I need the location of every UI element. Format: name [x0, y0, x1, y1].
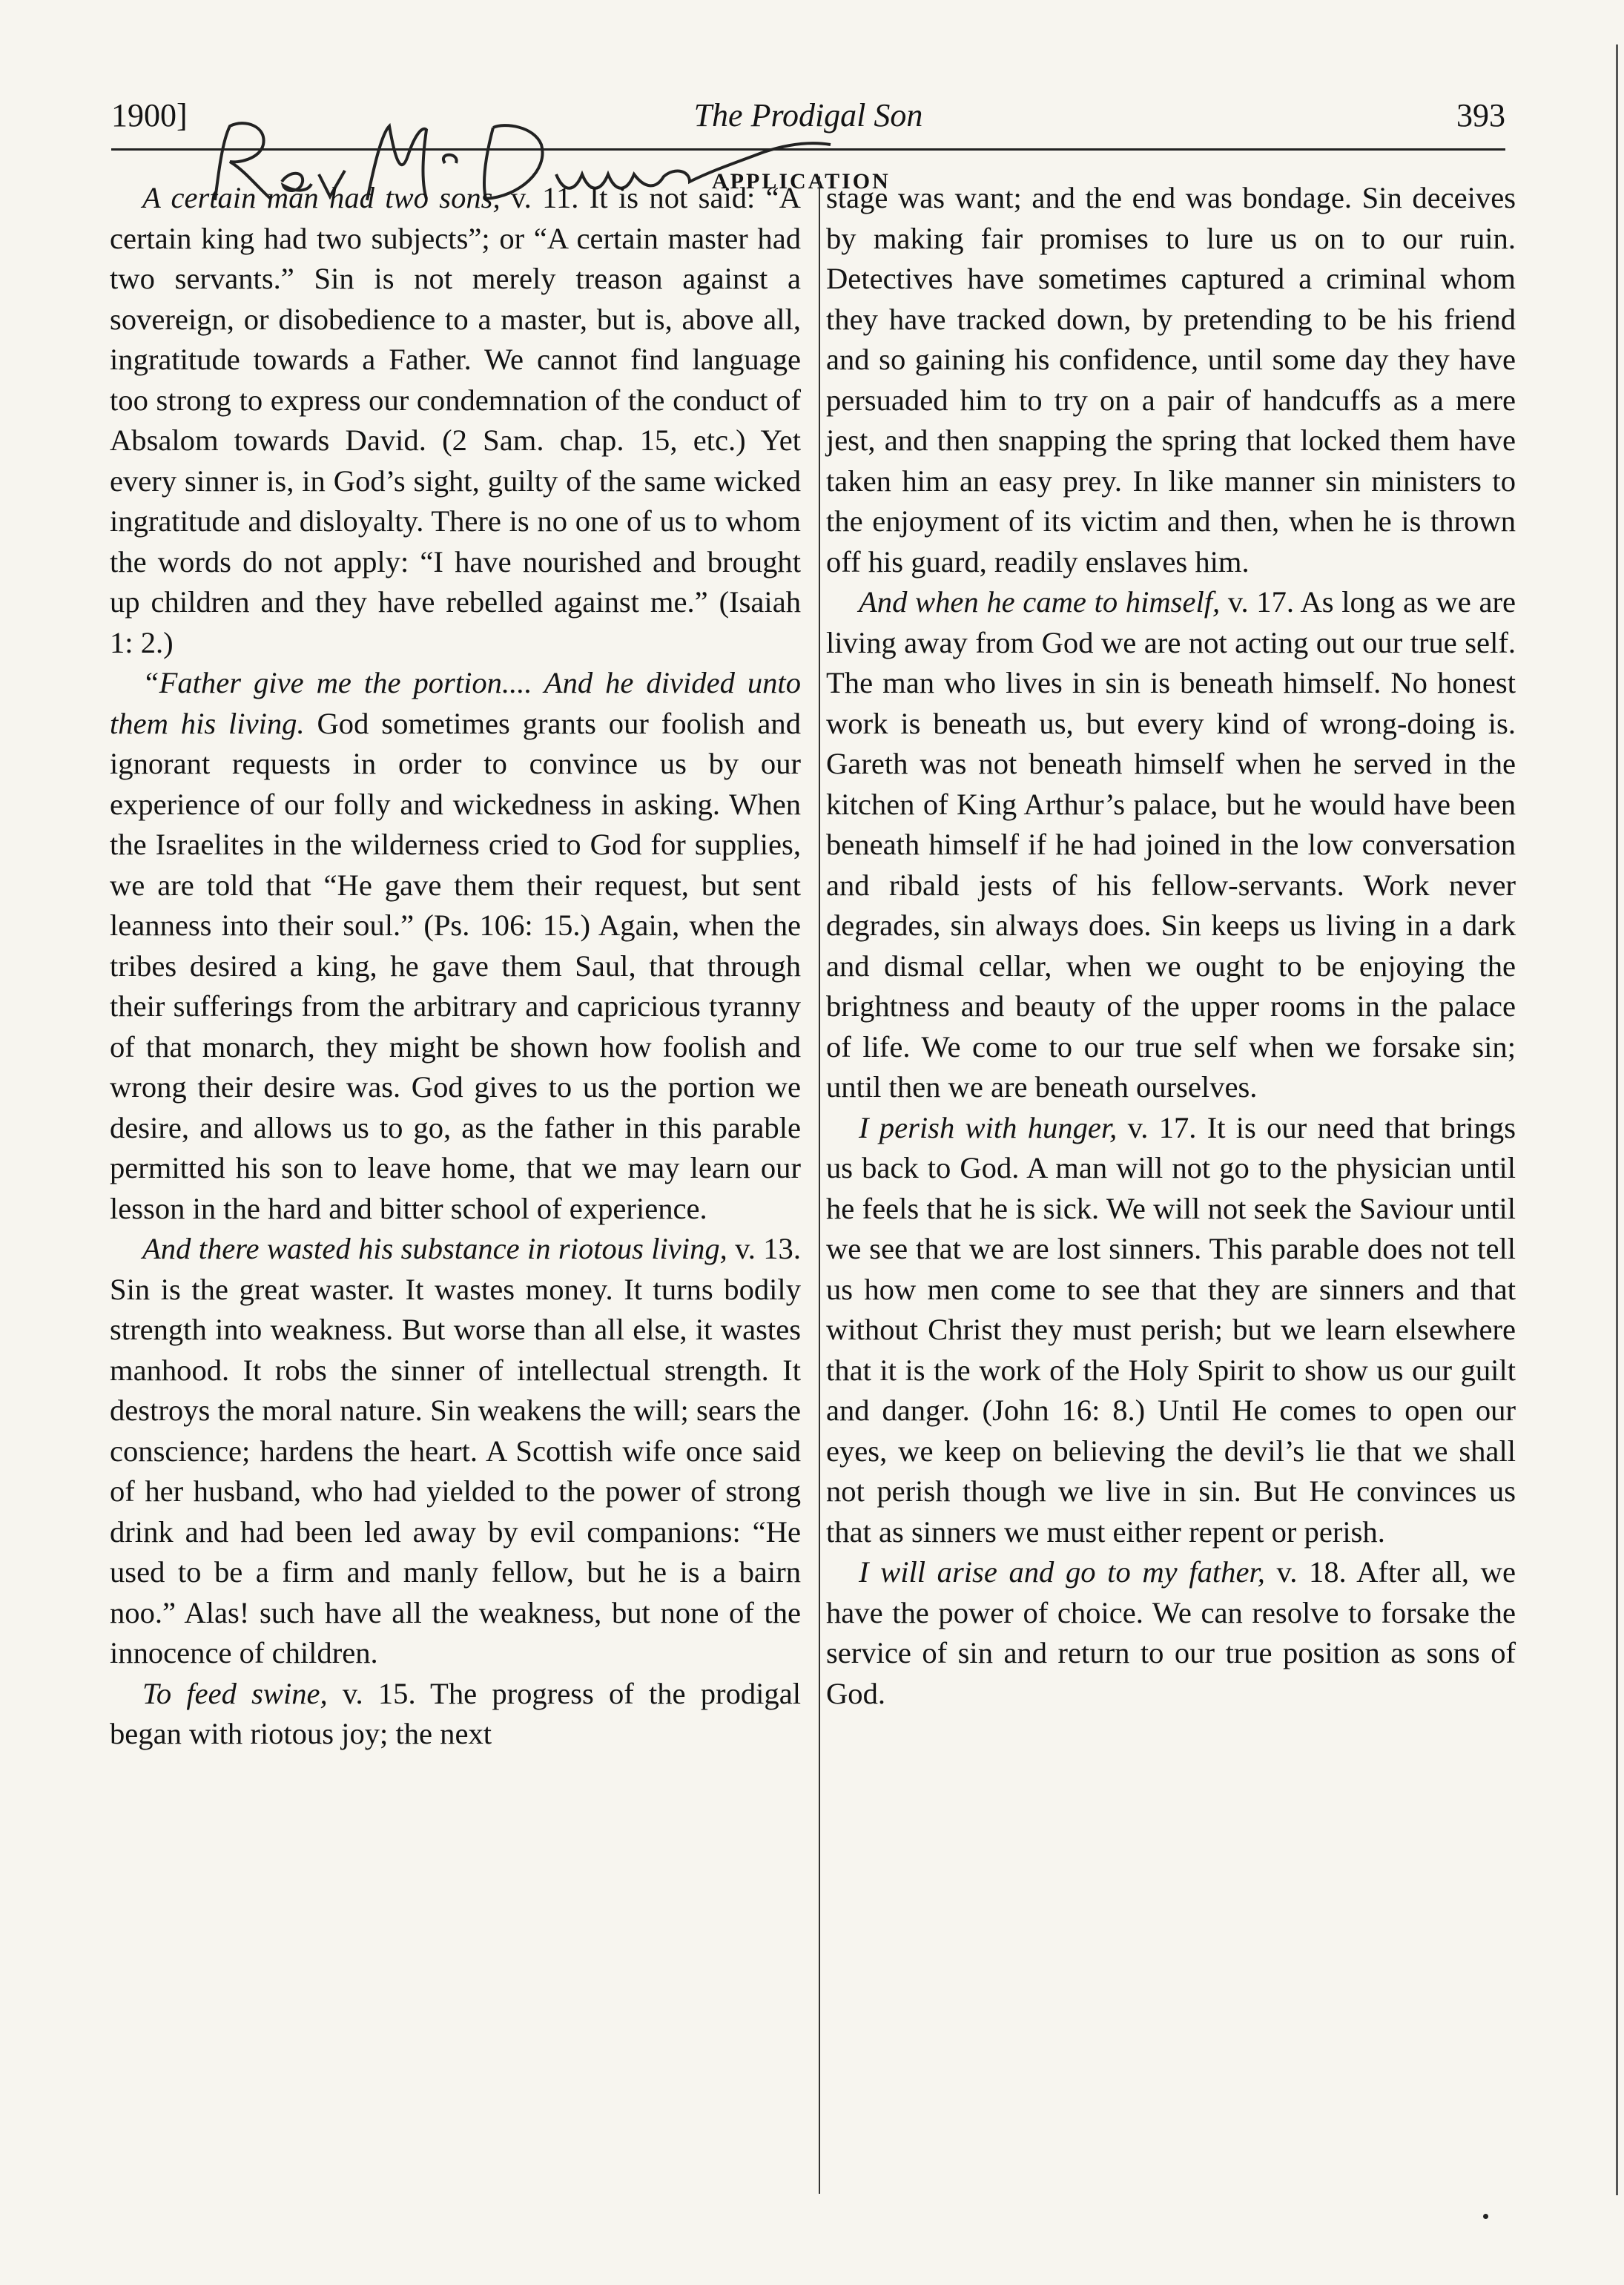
paragraph — [826, 178, 1516, 582]
paragraph-lead: And there wasted his substance in riotous living, — [142, 1232, 727, 1265]
paragraph — [110, 1229, 801, 1674]
paragraph — [110, 178, 801, 663]
section-title: APPLICATION — [712, 169, 891, 194]
right-column — [826, 178, 1516, 1714]
paragraph-text: v. 17. As long as we are living away from God we are not acting out our true self. The man who lives in sin is beneath himself. No honest work is beneath us, but every kind of wrong-doing is. Gareth was not beneath himself when he served in the kitchen of King Arthur’s palace, but he would have been beneath himself if he had joined in the low conversation and ribald jests of his fellow-servants. Work never degrades, sin always does. Sin keeps us living in a dark and dismal cellar, when we ought to be enjoying the brightness and beauty of the upper rooms in the palace of life. We come to our true self when we forsake sin; until then we are beneath ourselves. — [826, 585, 1516, 1104]
paragraph-lead: To feed swine, — [142, 1676, 328, 1710]
paragraph — [826, 582, 1516, 1108]
paragraph — [110, 663, 801, 1229]
paragraph-text: stage was want; and the end was bondage. Sin deceives by making fair promises to lure us on to our ruin. Detectives have sometimes captured a criminal whom they have tracked down, by pretending to be his friend and so gaining his confidence, until some day they have persuaded him to try on a pair of handcuffs as a mere jest, and then snapping the spring that locked them have taken him an easy prey. In like manner sin ministers to the enjoyment of its victim and then, when he is thrown off his guard, readily enslaves him. — [826, 181, 1516, 578]
paragraph — [826, 1552, 1516, 1714]
paragraph — [826, 1108, 1516, 1553]
header-year: 1900] — [111, 97, 188, 133]
ink-speck — [1483, 2214, 1488, 2219]
paragraph-text: God sometimes grants our foolish and ignorant requests in order to convince us by our experience of our folly and wickedness in asking. When the Israelites in the wilderness cried to God for supplies, we are told that “He gave them their request, but sent leanness into their soul.” (Ps. 106: 15.) Again, when the tribes desired a king, he gave them Saul, that through their sufferings from the arbitrary and capricious tyranny of that monarch, they might be shown how foolish and wrong their desire was. God gives to us the portion we desire, and allows us to go, as the father in this parable permitted his son to leave home, that we may learn our lesson in the hard and bitter school of experience. — [110, 706, 801, 1225]
paragraph-text: v. 13. Sin is the great waster. It wastes money. It turns bodily strength into weakness. But worse than all else, it wastes manhood. It robs the sinner of intellectual strength. It destroys the moral nature. Sin weakens the will; sears the conscience; hardens the heart. A Scottish wife once said of her husband, who had yielded to the power of strong drink and had been led away by evil companions: “He used to be a firm and manly fellow, but he is a bairn noo.” Alas! such have all the weakness, but none of the innocence of children. — [110, 1232, 801, 1669]
paragraph-lead: I will arise and go to my father, — [859, 1555, 1265, 1589]
paragraph-text: v. 17. It is our need that brings us back to God. A man will not go to the physician until he feels that he is sick. We will not seek the Saviour until we see that we are lost sinners. This parable does not tell us how men come to see that they are sinners and that without Christ they must perish; but we learn elsewhere that it is the work of the Holy Spirit to show us our guilt and danger. (John 16: 8.) Until He comes to open our eyes, we keep on believing the devil’s lie that we shall not perish though we live in sin. But He convinces us that as sinners we must either repent or perish. — [826, 1110, 1516, 1549]
paragraph — [110, 1674, 801, 1755]
paragraph-text: v. 15. The progress of the prodigal began with riotous joy; the next — [110, 1676, 801, 1750]
paragraph-text: v. 11. It is not said: “A certain king had two subjects”; or “A certain master had two servants.” Sin is not merely treason against a sovereign, or disobedience to a master, but is, above all, ingratitude towards a Father. We cannot find language too strong to express our condemnation of the conduct of Absalom towards David. (2 Sam. chap. 15, etc.) Yet every sinner is, in God’s sight, guilty of the same wicked ingratitude and disloyalty. There is no one of us to whom the words do not apply: “I have nourished and brought up children and they have rebelled against me.” (Isaiah 1: 2.) — [110, 181, 801, 659]
paragraph-lead: And when he came to himself, — [859, 585, 1221, 619]
paragraph-text: v. 18. After all, we have the power of choice. We can resolve to forsake the service of sin and return to our true position as sons of God. — [826, 1555, 1516, 1710]
page-number: 393 — [1456, 97, 1505, 133]
paragraph-lead: “Father give me the portion.... And he divided unto them his living. — [110, 666, 801, 740]
paragraph-lead: I perish with hunger, — [859, 1110, 1118, 1144]
left-column — [110, 178, 801, 1755]
column-divider — [819, 177, 820, 2194]
page-edge — [1616, 44, 1618, 2195]
paragraph-lead: A certain man had two sons, — [142, 181, 501, 214]
header-title: The Prodigal Son — [693, 97, 923, 133]
